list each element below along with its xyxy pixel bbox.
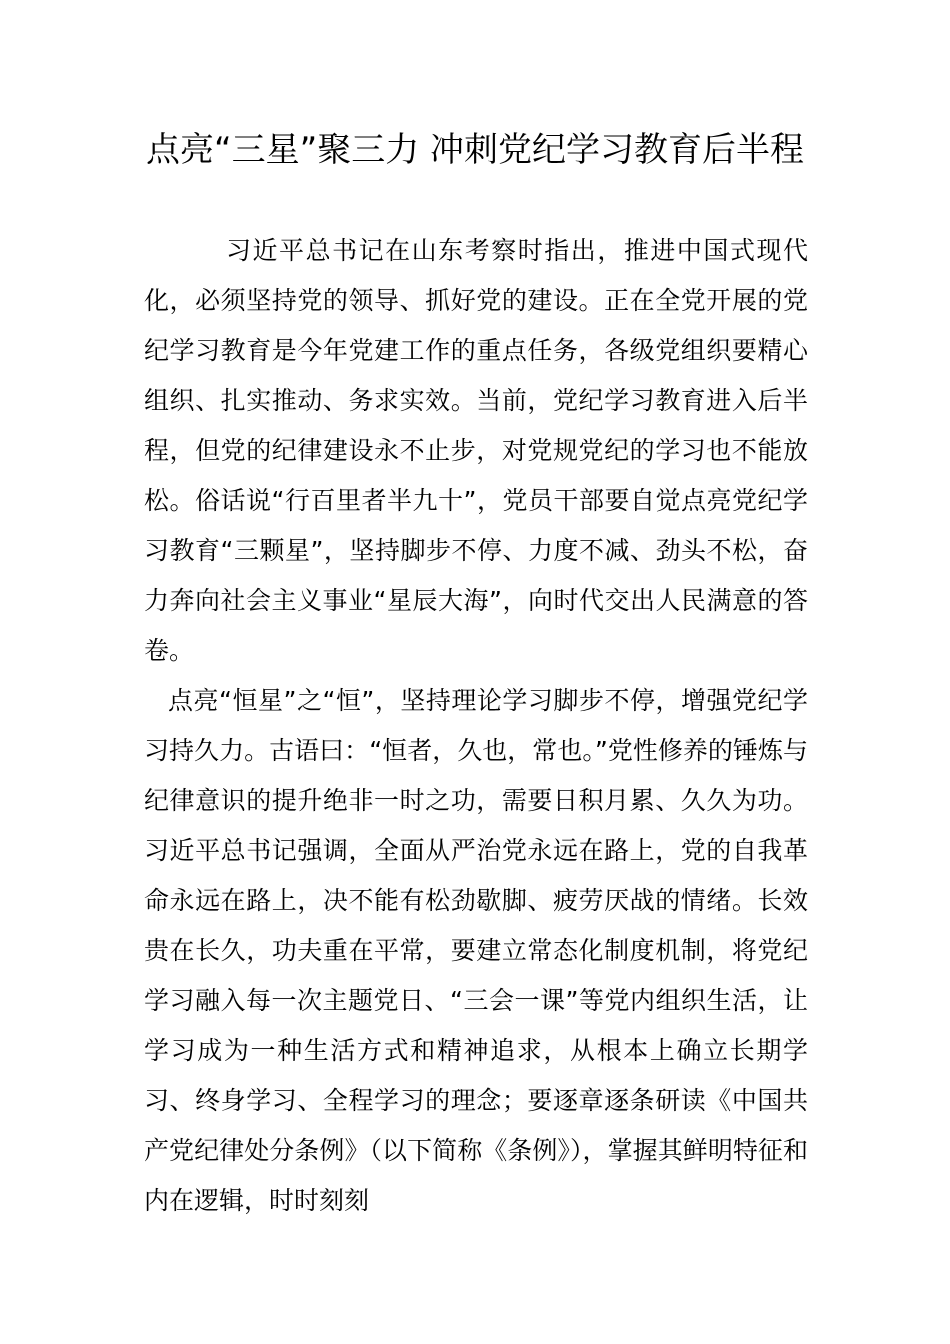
paragraph-intro: 习近平总书记在山东考察时指出，推进中国式现代化，必须坚持党的领导、抓好党的建设。正在全党开展的党纪学习教育是今年党建工作的重点任务，各级党组织要精心组织、扎实推动、务求实效。当前，党纪学习教育进入后半程，但党的纪律建设永不止步，对党规党纪的学习也不能放松。俗话说“行百里者半九十”，党员干部要自觉点亮党纪学习教育“三颗星”，坚持脚步不停、力度不减、劲头不松，奋力奔向社会主义事业“星辰大海”，向时代交出人民满意的答卷。 [144, 236, 808, 665]
paragraph-hengxing: 点亮“恒星”之“恒”，坚持理论学习脚步不停，增强党纪学习持久力。古语曰：“恒者，久也，常也。”党性修养的锤炼与纪律意识的提升绝非一时之功，需要日积月累、久久为功。习近平总书记强调，全面从严治党永远在路上，党的自我革命永远在路上，决不能有松劲歇脚、疲劳厌战的情绪。长效贵在长久，功夫重在平常，要建立常态化制度机制，将党纪学习融入每一次主题党日、“三会一课”等党内组织生活，让学习成为一种生活方式和精神追求，从根本上确立长期学习、终身学习、全程学习的理念；要逐章逐条研读《中国共产党纪律处分条例》（以下简称《条例》），掌握其鲜明特征和内在逻辑，时时刻刻 [144, 686, 808, 1215]
document-body [144, 226, 808, 1226]
document-title: 点亮“三星”聚三力 冲刺党纪学习教育后半程 [145, 130, 805, 170]
